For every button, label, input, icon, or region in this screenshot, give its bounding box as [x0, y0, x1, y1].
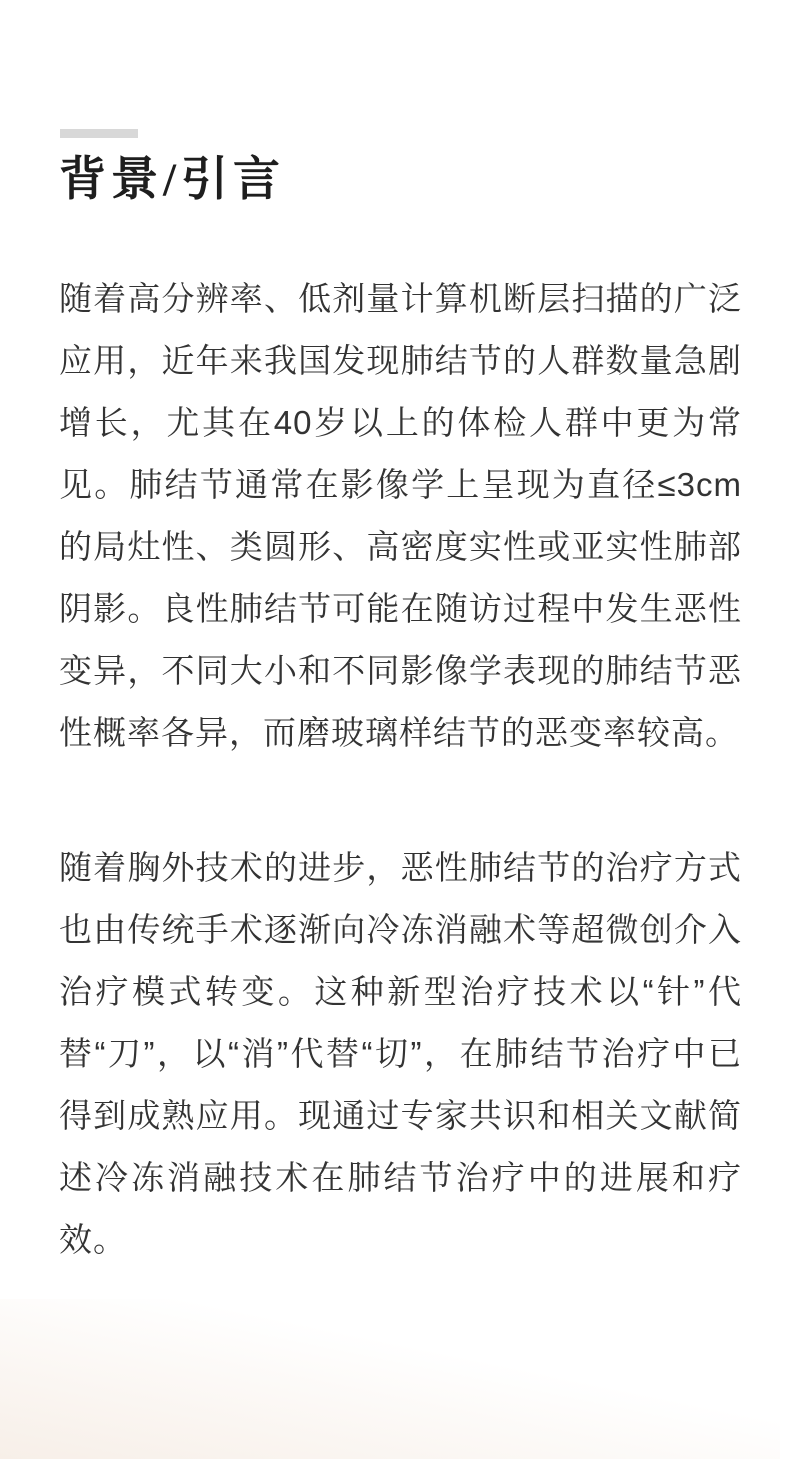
accent-bar [60, 129, 138, 138]
page-title: 背景/引言 [59, 154, 286, 206]
body-paragraph-1: 随着高分辨率、低剂量计算机断层扫描的广泛应用，近年来我国发现肺结节的人群数量急剧增长，尤其在40岁以上的体检人群中更为常见。肺结节通常在影像学上呈现为直径≤3cm的局灶性、类圆形、高密度实性或亚实性肺部阴影。良性肺结节可能在随访过程中发生恶性变异，不同大小和不同影像学表现的肺结节恶性概率各异，而磨玻璃样结节的恶变率较高。 [59, 279, 742, 751]
article-page [0, 129, 800, 1271]
body-paragraph-2: 随着胸外技术的进步，恶性肺结节的治疗方式也由传统手术逐渐向冷冻消融术等超微创介入治疗模式转变。这种新型治疗技术以“针”代替“刀”，以“消”代替“切”，在肺结节治疗中已得到成熟应用。现通过专家共识和相关文献简述冷冻消融技术在肺结节治疗中的进展和疗效。 [59, 848, 742, 1258]
background-corner-tint [0, 1299, 780, 1459]
